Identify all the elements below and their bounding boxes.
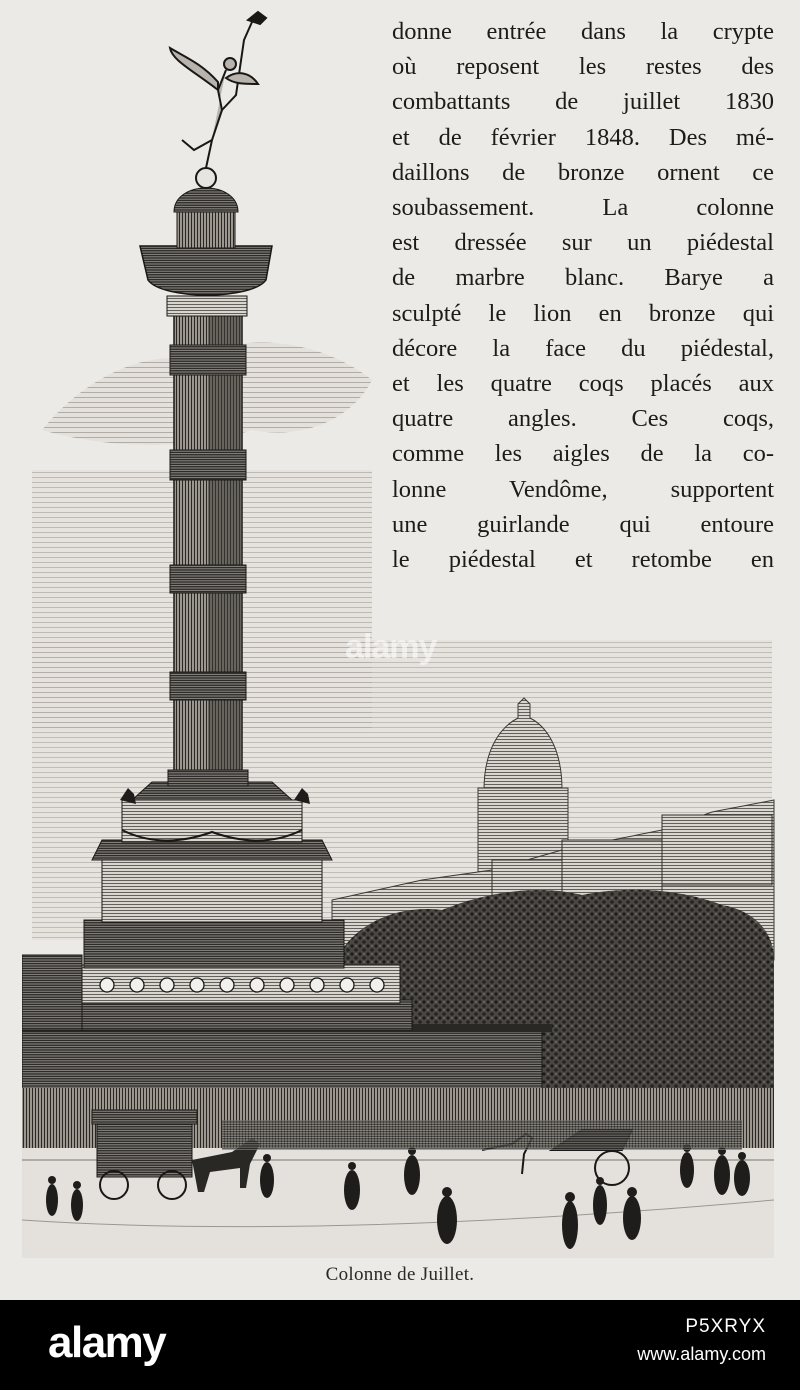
text-line: une guirlande qui entoure: [392, 510, 774, 538]
text-line: comme les aigles de la co-: [392, 440, 774, 468]
globe: [196, 168, 216, 188]
text-line: quatre angles. Ces coqs,: [392, 405, 774, 433]
text-line: lonne Vendôme, supportent: [392, 475, 774, 503]
watermark: alamy: [345, 628, 437, 666]
text-line: donne entrée dans la crypte: [392, 18, 774, 45]
body-text: [392, 14, 774, 577]
text-line: est dressée sur un piédestal: [392, 229, 774, 257]
text-line: de marbre blanc. Barye a: [392, 264, 774, 292]
text-line: soubassement. La colonne: [392, 194, 774, 222]
wall-building: [22, 1030, 542, 1090]
pedestal-cornice: [92, 840, 332, 860]
text-line: et les quatre coqs placés aux: [392, 370, 774, 398]
illustration-caption: Colonne de Juillet.: [325, 1264, 475, 1285]
pedestal-base: [62, 1000, 412, 1030]
stock-banner: [0, 1300, 800, 1390]
text-line: décore la face du piédestal,: [392, 334, 774, 362]
lantern: [177, 210, 235, 248]
stock-id-block: [637, 1316, 766, 1365]
stock-logo: alamy: [48, 1318, 166, 1367]
pedestal-top: [122, 800, 302, 842]
text-line: le piédestal et retombe en: [392, 546, 774, 574]
pedestal-middle: [84, 920, 344, 968]
crowd: [222, 1120, 742, 1150]
text-line: combattants de juillet 1830: [392, 88, 774, 116]
text-line: daillons de bronze ornent ce: [392, 158, 774, 186]
text-line: où reposent les restes des: [392, 53, 774, 81]
lantern-dome: [174, 188, 238, 212]
text-line: sculpté le lion en bronze qui: [392, 299, 774, 327]
column-capital: [140, 246, 272, 295]
image-id: P5XRYX: [685, 1316, 766, 1337]
text-line: et de février 1848. Des mé-: [392, 123, 774, 151]
site-url[interactable]: www.alamy.com: [637, 1344, 766, 1364]
genie-statue: [170, 12, 266, 168]
pedestal-block: [102, 860, 322, 922]
